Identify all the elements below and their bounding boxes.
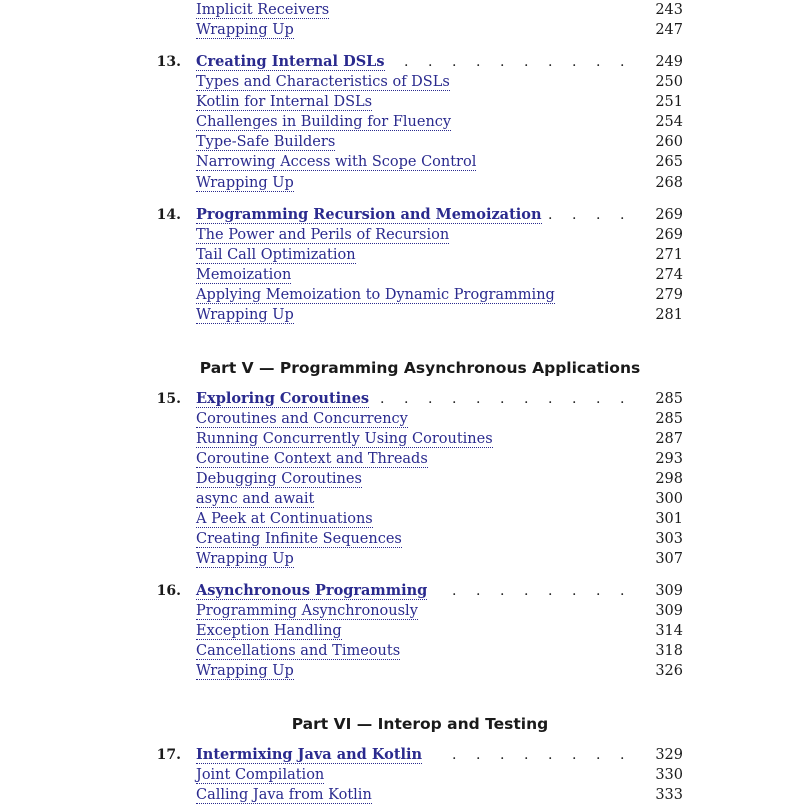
section-title-link[interactable]	[196, 173, 294, 193]
entry-title: Memoization	[196, 267, 292, 283]
chapter-number: 14.	[156, 207, 181, 223]
section-entry	[0, 409, 800, 429]
chapter-title-link[interactable]	[196, 581, 427, 601]
page-number: 285	[655, 391, 683, 407]
page-number: 298	[655, 471, 683, 487]
entry-title: Challenges in Building for Fluency	[196, 114, 452, 130]
section-entry	[0, 765, 800, 785]
entry-title: Kotlin for Internal DSLs	[196, 94, 373, 110]
section-entry	[0, 305, 800, 325]
entry-title: Implicit Receivers	[196, 2, 330, 18]
entry-title: Coroutines and Concurrency	[196, 411, 408, 427]
chapter-entry	[0, 389, 800, 409]
section-title-link[interactable]	[196, 112, 451, 132]
page-number: 301	[655, 511, 683, 527]
page-number: 254	[655, 114, 683, 130]
section-title-link[interactable]	[196, 785, 372, 805]
section-title-link[interactable]	[196, 449, 428, 469]
chapter-number: 16.	[156, 583, 181, 599]
section-title-link[interactable]	[196, 621, 342, 641]
page-number: 285	[655, 411, 683, 427]
dot-leader: . . . . . . . . . . .	[380, 391, 625, 407]
part-heading: Part VI — Interop and Testing	[291, 715, 549, 733]
section-entry	[0, 285, 800, 305]
page-number: 300	[655, 491, 683, 507]
section-title-link[interactable]	[196, 469, 362, 489]
chapter-number: 17.	[156, 747, 181, 763]
section-entry	[0, 225, 800, 245]
entry-title: Wrapping Up	[196, 175, 294, 191]
entry-title: Coroutine Context and Threads	[196, 451, 428, 467]
page-number: 293	[655, 451, 683, 467]
page-number: 271	[655, 247, 683, 263]
entry-title: Debugging Coroutines	[196, 471, 362, 487]
page-number: 287	[655, 431, 683, 447]
entry-title: Applying Memoization to Dynamic Programming	[196, 287, 555, 303]
dot-leader: . . . .	[548, 207, 625, 223]
section-title-link[interactable]	[196, 0, 329, 20]
section-title-link[interactable]	[196, 409, 408, 429]
page-number: 250	[655, 74, 683, 90]
entry-title: Wrapping Up	[196, 307, 294, 323]
section-title-link[interactable]	[196, 285, 555, 305]
entry-title: Exploring Coroutines	[196, 390, 370, 407]
section-title-link[interactable]	[196, 601, 418, 621]
section-title-link[interactable]	[196, 489, 314, 509]
entry-title: Wrapping Up	[196, 663, 294, 679]
section-entry	[0, 20, 800, 40]
page-number: 268	[655, 175, 683, 191]
section-title-link[interactable]	[196, 132, 335, 152]
chapter-number: 13.	[156, 54, 181, 70]
entry-title: Exception Handling	[196, 623, 342, 639]
entry-title: Asynchronous Programming	[196, 582, 428, 599]
page-number: 279	[655, 287, 683, 303]
page-number: 333	[655, 787, 683, 803]
page-number: 251	[655, 94, 683, 110]
chapter-entry	[0, 745, 800, 765]
section-title-link[interactable]	[196, 549, 294, 569]
section-entry	[0, 529, 800, 549]
section-title-link[interactable]	[196, 529, 402, 549]
page-number: 314	[655, 623, 683, 639]
entry-title: Cancellations and Timeouts	[196, 643, 401, 659]
section-entry	[0, 72, 800, 92]
chapter-entry	[0, 205, 800, 225]
page-number: 247	[655, 22, 683, 38]
page-number: 307	[655, 551, 683, 567]
section-title-link[interactable]	[196, 305, 294, 325]
section-entry	[0, 449, 800, 469]
section-entry	[0, 489, 800, 509]
section-entry	[0, 112, 800, 132]
section-title-link[interactable]	[196, 225, 449, 245]
entry-title: Types and Characteristics of DSLs	[196, 74, 450, 90]
section-entry	[0, 621, 800, 641]
entry-title: Type-Safe Builders	[196, 134, 336, 150]
section-entry	[0, 265, 800, 285]
dot-leader: . . . . . . . . . .	[404, 54, 625, 70]
section-entry	[0, 601, 800, 621]
section-entry	[0, 92, 800, 112]
page-number: 249	[655, 54, 683, 70]
section-title-link[interactable]	[196, 661, 294, 681]
section-entry	[0, 469, 800, 489]
page-number: 326	[655, 663, 683, 679]
entry-title: Joint Compilation	[196, 767, 325, 783]
page-number: 330	[655, 767, 683, 783]
section-title-link[interactable]	[196, 765, 324, 785]
entry-title: Calling Java from Kotlin	[196, 787, 372, 803]
section-entry	[0, 641, 800, 661]
entry-title: Running Concurrently Using Coroutines	[196, 431, 493, 447]
entry-title: Creating Infinite Sequences	[196, 531, 402, 547]
section-entry	[0, 549, 800, 569]
entry-title: Wrapping Up	[196, 551, 294, 567]
section-entry	[0, 173, 800, 193]
entry-title: Programming Recursion and Memoization	[196, 206, 542, 223]
section-title-link[interactable]	[196, 509, 373, 529]
chapter-title-link[interactable]	[196, 205, 542, 225]
dot-leader: . . . . . . . .	[452, 583, 625, 599]
page-number: 318	[655, 643, 683, 659]
page-number: 265	[655, 154, 683, 170]
section-entry	[0, 152, 800, 172]
page-number: 260	[655, 134, 683, 150]
page-number: 309	[655, 583, 683, 599]
entry-title: Wrapping Up	[196, 22, 294, 38]
page-number: 309	[655, 603, 683, 619]
chapter-entry	[0, 581, 800, 601]
chapter-title-link[interactable]	[196, 389, 369, 409]
chapter-title-link[interactable]	[196, 745, 422, 765]
page-number: 269	[655, 227, 683, 243]
entry-title: Narrowing Access with Scope Control	[196, 154, 477, 170]
section-title-link[interactable]	[196, 152, 476, 172]
chapter-number: 15.	[156, 391, 181, 407]
section-title-link[interactable]	[196, 72, 450, 92]
section-entry	[0, 132, 800, 152]
page-number: 303	[655, 531, 683, 547]
section-title-link[interactable]	[196, 265, 291, 285]
section-title-link[interactable]	[196, 245, 356, 265]
chapter-entry	[0, 52, 800, 72]
page-number: 243	[655, 2, 683, 18]
page-number: 274	[655, 267, 683, 283]
section-entry	[0, 429, 800, 449]
section-entry	[0, 661, 800, 681]
section-title-link[interactable]	[196, 641, 400, 661]
page-number: 269	[655, 207, 683, 223]
entry-title: A Peek at Continuations	[196, 511, 373, 527]
section-entry	[0, 0, 800, 20]
section-entry	[0, 509, 800, 529]
section-title-link[interactable]	[196, 92, 372, 112]
section-title-link[interactable]	[196, 20, 294, 40]
entry-title: The Power and Perils of Recursion	[196, 227, 450, 243]
entry-title: Programming Asynchronously	[196, 603, 418, 619]
section-entry	[0, 785, 800, 805]
entry-title: Intermixing Java and Kotlin	[196, 746, 423, 763]
page-number: 281	[655, 307, 683, 323]
chapter-title-link[interactable]	[196, 52, 385, 72]
section-entry	[0, 245, 800, 265]
dot-leader: . . . . . . . .	[452, 747, 625, 763]
entry-title: Creating Internal DSLs	[196, 53, 385, 70]
part-heading: Part V — Programming Asynchronous Applications	[199, 359, 641, 377]
entry-title: async and await	[196, 491, 315, 507]
page-number: 329	[655, 747, 683, 763]
section-title-link[interactable]	[196, 429, 493, 449]
entry-title: Tail Call Optimization	[196, 247, 356, 263]
